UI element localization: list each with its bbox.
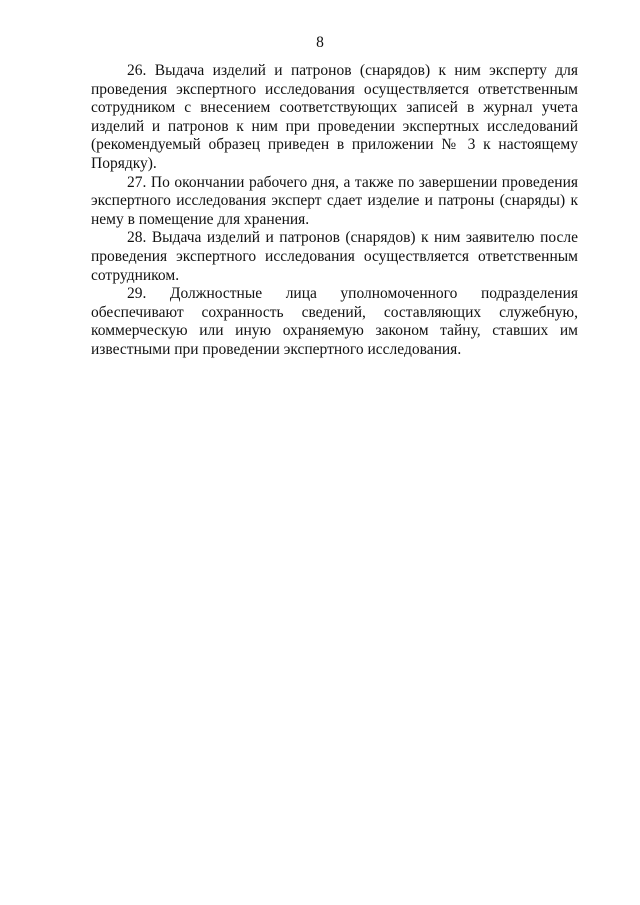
paragraph-29: 29. Должностные лица уполномоченного подразделения обеспечивают сохранность сведений, составляющих служебную, коммерческую или иную охраняемую законом тайну, ставших им известными при проведении экспертного исследования.: [91, 285, 578, 358]
document-body: [91, 62, 578, 360]
paragraph-27: 27. По окончании рабочего дня, а также по завершении проведения экспертного исследования эксперт сдает изделие и патроны (снаряды) к нему в помещение для хранения.: [91, 173, 578, 228]
paragraph-26: 26. Выдача изделий и патронов (снарядов) к ним эксперту для проведения экспертного исследования осуществляется ответственным сотрудником с внесением соответствующих записей в журнал учета изделий и патронов к ним при проведении экспертных исследований (рекомендуемый образец приведен в приложении № 3 к настоящему Порядку).: [91, 62, 578, 172]
page-number: 8: [316, 34, 324, 51]
scan-edge: [0, 901, 640, 905]
paragraph-28: 28. Выдача изделий и патронов (снарядов) к ним заявителю после проведения экспертного исследования осуществляется ответственным сотрудником.: [91, 229, 578, 284]
